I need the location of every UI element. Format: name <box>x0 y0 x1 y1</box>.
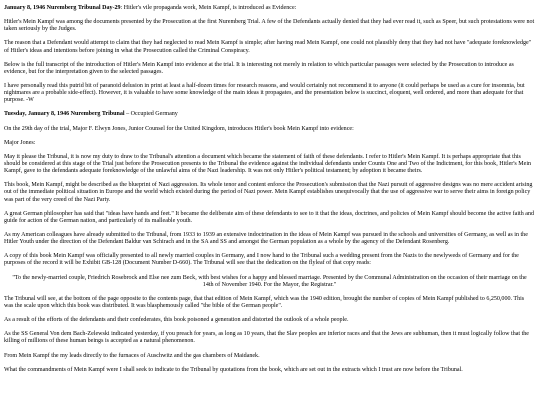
speaker-label: Major Jones: <box>4 139 36 146</box>
intro-paragraph: Below is the full transcript of the introduction of Hitler's Mein Kampf into evidence at the trial. It is interesting not merely in relation to which particular passages were selected by the Prosecution to introduce as evidence, but for the interpretation given to the selected passages. <box>4 61 514 75</box>
document <box>4 5 535 381</box>
body-paragraph: As the SS General Von dem Bach-Zelewski indicated yesterday, if you preach for years, as long as 10 years, that the Slav peoples are inferior races and that the Jews are subhuman, then it must logically follow that the killing of millions of these human beings is accepted as a natural phenomenon. <box>4 331 529 345</box>
body-paragraph: What the commandments of Mein Kampf were I shall seek to indicate to the Tribunal by quotations from the book, which are set out in the extracts which I trust are now before the Tribunal. <box>4 366 463 373</box>
day-heading-text: : Hitler's vile propaganda work, Mein Kampf, is introduced as Evidence: <box>120 5 297 11</box>
day-heading-date: January 8, 1946 Nuremberg Tribunal Day-29 <box>4 5 121 11</box>
body-paragraph: May it please the Tribunal, it is now my duty to draw to the Tribunal's attention a document which became the statement of faith of these defendants. I refer to Hitler's Mein Kampf. It is perhaps appropriate that this should be considered at this stage of the Trial just before the Prosecution presents to the Tribunal the evidence against the individual defendants under Counts One and Two of the Indictment, for this book, Hitler's Mein Kampf, gave to the defendants adequate foreknowledge of the unlawful aims of the Nazi leadership. It was not only Hitler's political testament; by adoption it became theirs. <box>4 153 532 175</box>
day-heading <box>4 5 535 12</box>
body-paragraph: The Tribunal will see, at the bottom of the page opposite to the contents page, that that edition of Mein Kampf, which was the 1940 edition, brought the number of copies of Mein Kampf published to 6,250,000. This was the scale upon which this book was distributed. It was blasphemously called "the bible of the German people". <box>4 295 525 309</box>
body-paragraph: A great German philosopher has said that "ideas have hands and feet." It became the deliberate aim of these defendants to see to it that the ideas, doctrines, and policies of Mein Kampf should become the active faith and guide for action of the German nation, and particularly of its malleable youth. <box>4 210 534 224</box>
body-paragraph: A copy of this book Mein Kampf was officially presented to all newly married couples in Germany, and I now hand to the Tribunal such a wedding present from the Nazis to the newlyweds of Germany and for the purposes of the record it will be Exhibit GB-128 (Document Number D-660). The Tribunal will see that the dedication on the flyleaf of that copy reads: <box>4 253 519 267</box>
body-paragraph: As a result of the efforts of the defendants and their confederates, this book poisoned a generation and distorted the outlook of a whole people. <box>4 317 349 324</box>
dedication-quote: "To the newly-married couple, Friedrich Rosebrock and Else nee zum Beck, with best wishes for a happy and blessed marriage. Presented by the Communal Administration on the occasion of their marriage on the 14th of November 1940. For the Mayor, the Registrar." <box>12 274 527 288</box>
body-paragraph: On the 29th day of the trial, Major F. Elwyn Jones, Junior Counsel for the United Kingdom, introduces Hitler's book Mein Kampf into evidence: <box>4 125 354 132</box>
intro-paragraph: I have personally read this putrid bit of paranoid delusion in print at least a half-dozen times for research reasons, and would certainly not recommend it to anyone (it could perhaps be used as a cure for insomnia, but nightmares are a probable side-effect). However, it is valuable to have some knowledge of the main ideas it propagates, and the presentation below is succinct, eloquent, well ordered, and more than adequate for that purpose. -W <box>4 83 525 104</box>
body-paragraph: This book, Mein Kampf, might be described as the blueprint of Nazi aggression. Its whole tenor and content enforce the Prosecution's submission that the Nazi pursuit of aggressive designs was no mere accident arising out of the immediate political situation in Europe and the world which existed during the period of Nazi power. Mein Kampf establishes unequivocally that the use of aggressive war to serve their aims in foreign policy was part of the very creed of the Nazi Party. <box>4 182 533 203</box>
intro-paragraph: Hitler's Mein Kampf was among the documents presented by the Prosecution at the first Nuremberg Trial. A few of the Defendants actually denied that they had ever read it, such as Speer, but such protestations were not taken seriously by the Judges. <box>4 19 535 33</box>
session-heading <box>4 111 535 118</box>
body-paragraph: As my American colleagues have already submitted to the Tribunal, from 1933 to 1939 an extensive indoctrination in the ideas of Mein Kampf was pursued in the schools and universities of Germany, as well as in the Hitler Youth under the direction of the Defendant Baldur van Schirach and in the SA and SS and amongst the German population as a whole by the agency of the Defendant Rosenberg. <box>4 232 528 246</box>
intro-paragraph: The reason that a Defendant would attempt to claim that they had neglected to read Mein Kampf is simple; after having read Mein Kampf, one could not plausibly deny that they had not have "adequate foreknowledge" of Hitler's ideas and intentions before joining in what the Prosecution called the Criminal Conspiracy. <box>4 40 532 54</box>
session-heading-text: – Occupied Germany <box>124 111 178 118</box>
body-paragraph: From Mein Kampf the my leads directly to the furnaces of Auschwitz and the gas chambers of Maidanek. <box>4 352 260 359</box>
session-heading-date: Tuesday, January 8, 1946 Nuremberg Tribunal <box>4 111 125 118</box>
